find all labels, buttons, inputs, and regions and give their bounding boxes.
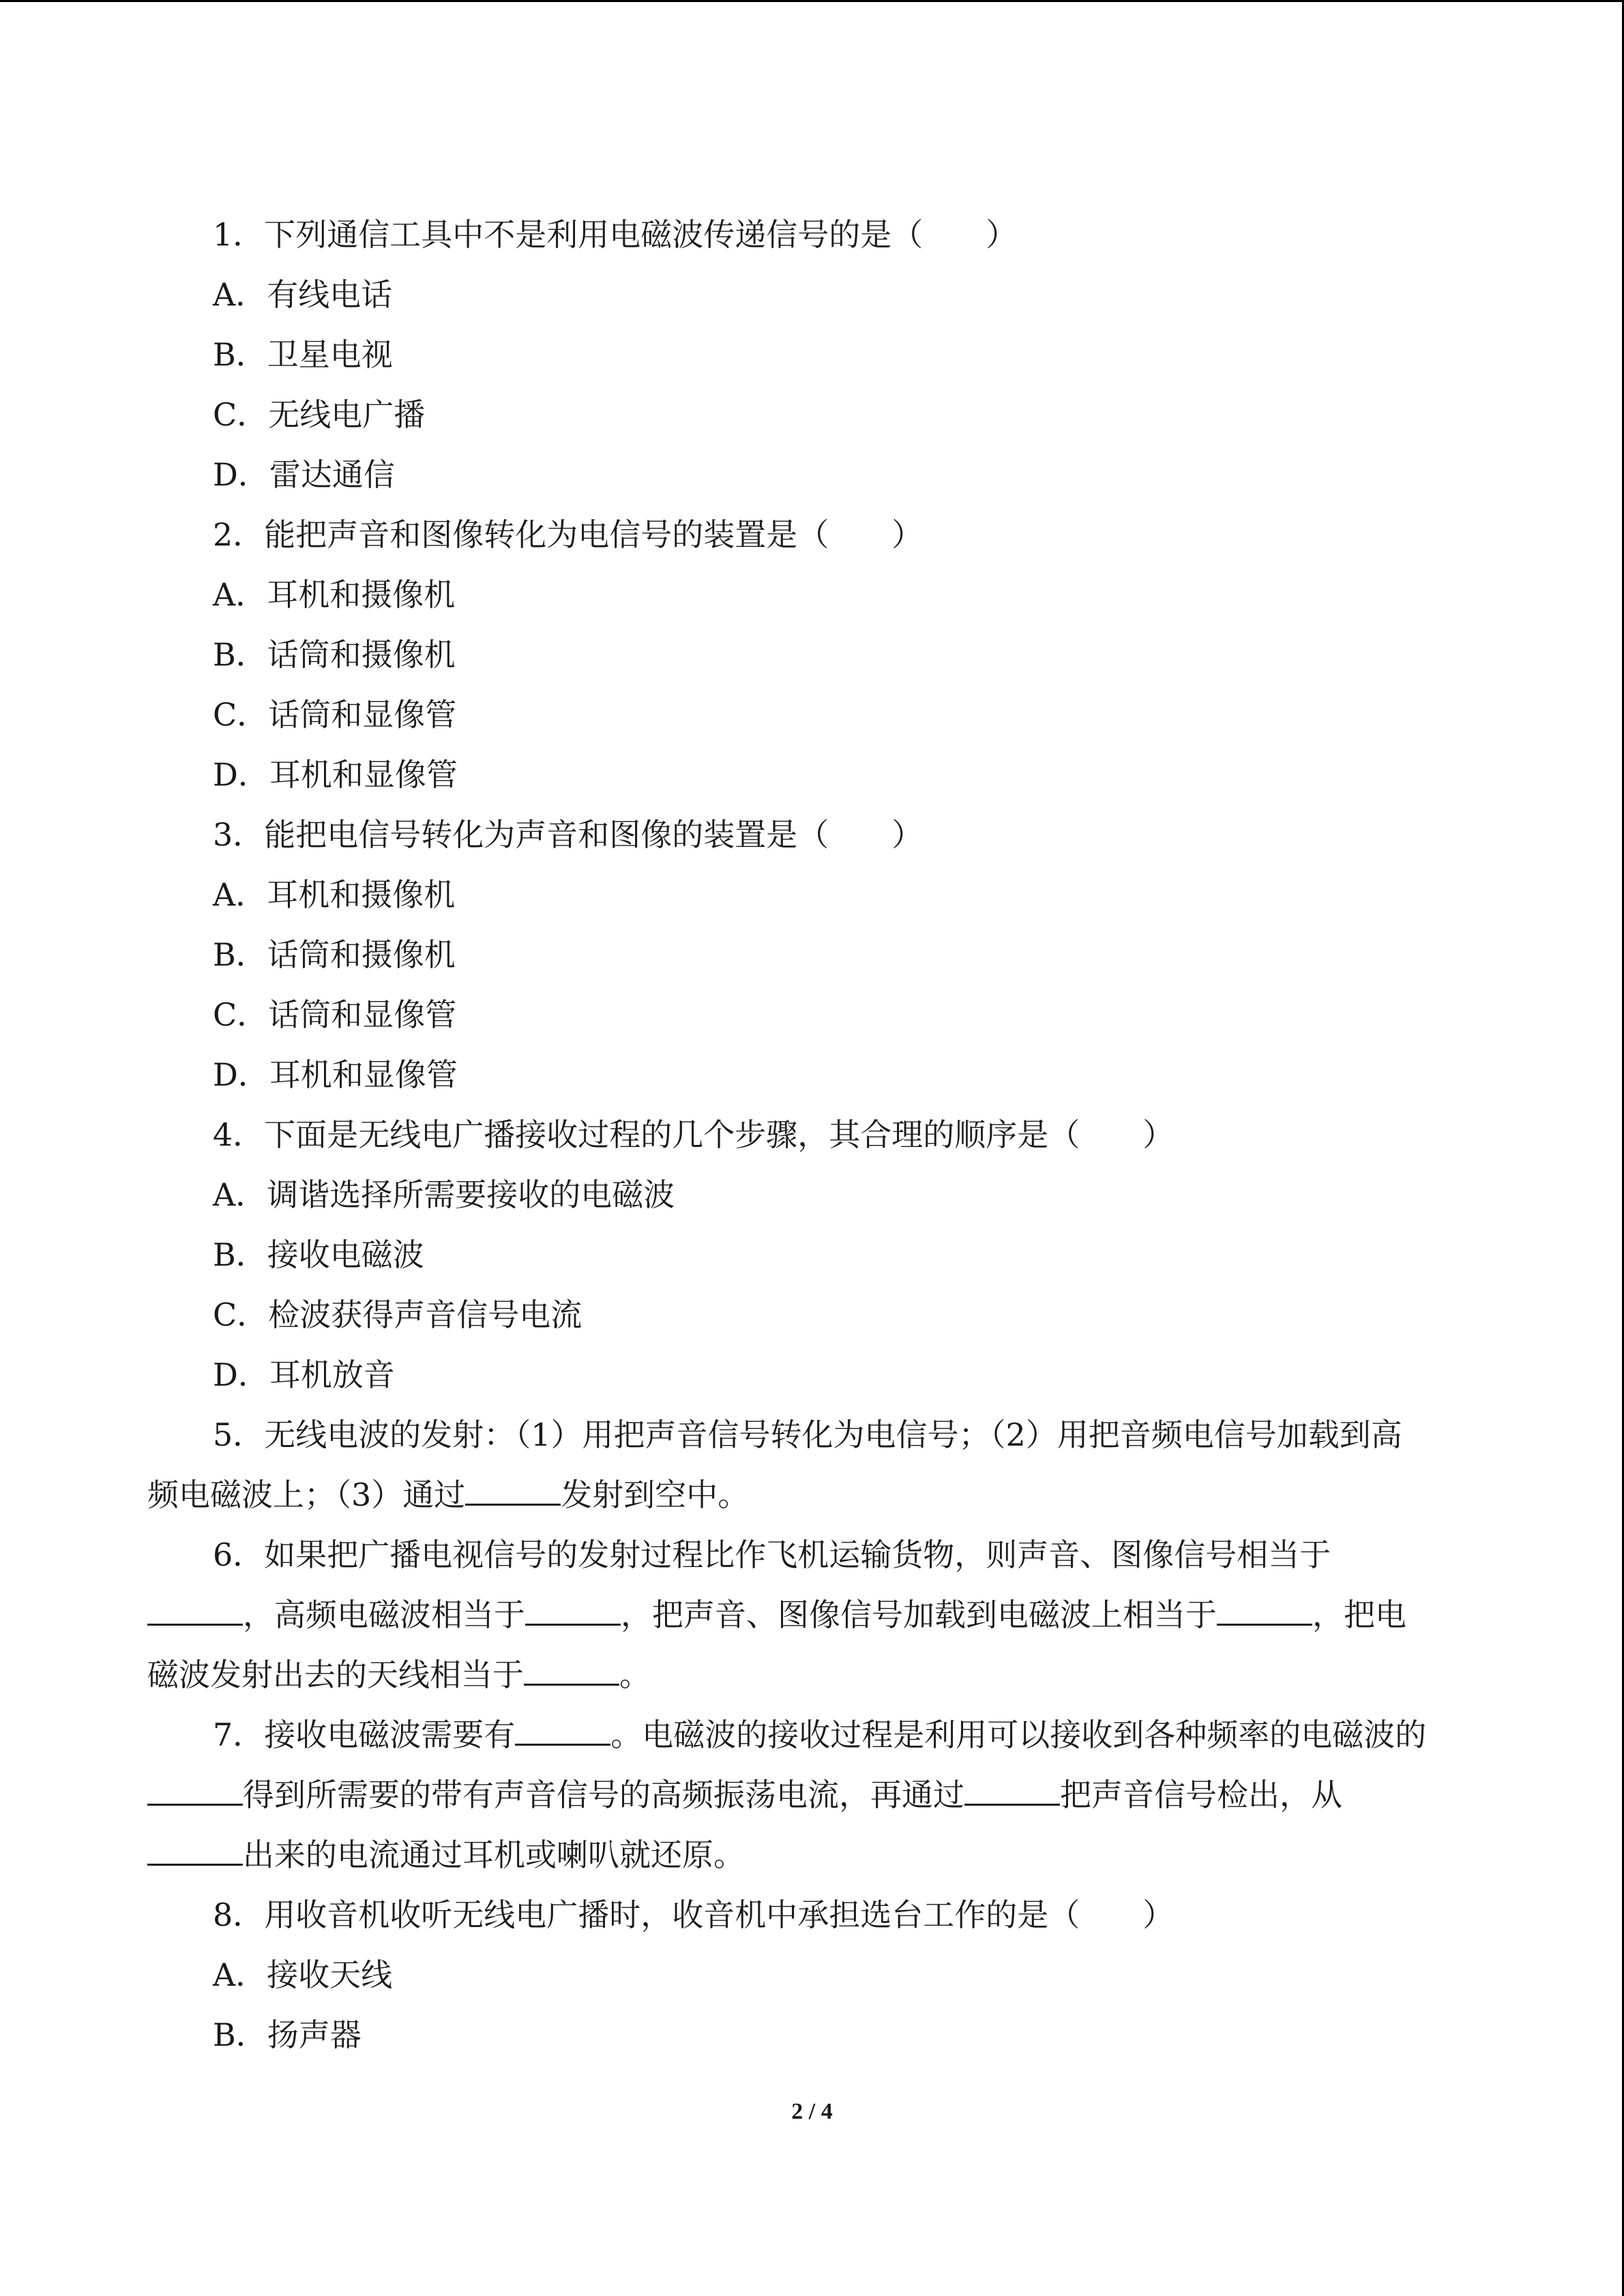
question-4-option-d: D．耳机放音 — [213, 1356, 395, 1393]
fill-blank — [964, 1776, 1060, 1806]
question-7-text-e: 出来的电流通过耳机或喇叭就还原。 — [243, 1836, 745, 1873]
question-7-line-3 — [147, 1825, 1477, 1885]
question-6-text-c: ，把电 — [1312, 1596, 1406, 1633]
question-1-stem: 1．下列通信工具中不是利用电磁波传递信号的是（ ） — [213, 216, 1018, 253]
question-6-line-2 — [147, 1585, 1477, 1645]
question-1-option-a: A．有线电话 — [213, 276, 393, 313]
question-6-text-d: 磁波发射出去的天线相当于 — [147, 1656, 524, 1693]
fill-blank — [524, 1656, 619, 1686]
question-3-option-c: C．话筒和显像管 — [213, 996, 457, 1033]
page-number: 2 / 4 — [791, 2099, 833, 2124]
question-7-text-c: 得到所需要的带有声音信号的高频振荡电流，再通过 — [243, 1776, 964, 1813]
question-7-line-1 — [147, 1705, 1477, 1765]
question-5-line-2 — [147, 1465, 1477, 1525]
question-1-option-b: B．卫星电视 — [213, 336, 393, 373]
question-8-option-a: A．接收天线 — [213, 1956, 393, 1993]
question-2-option-c: C．话筒和显像管 — [213, 696, 457, 733]
question-1-option-d: D．雷达通信 — [213, 456, 395, 493]
question-7-text-a: 7．接收电磁波需要有 — [213, 1716, 516, 1753]
question-2-option-b: B．话筒和摄像机 — [213, 636, 456, 673]
question-6-text-e: 。 — [619, 1656, 651, 1693]
question-5-text-a: 频电磁波上；（3）通过 — [147, 1476, 466, 1513]
question-5-text-b: 发射到空中。 — [561, 1476, 750, 1513]
question-3-stem: 3．能把电信号转化为声音和图像的装置是（ ） — [213, 816, 924, 853]
question-4-option-c: C．检波获得声音信号电流 — [213, 1296, 582, 1333]
question-6-line-1: 6．如果把广播电视信号的发射过程比作飞机运输货物，则声音、图像信号相当于 — [213, 1536, 1331, 1573]
question-7-text-b: 。电磁波的接收过程是利用可以接收到各种频率的电磁波的 — [610, 1716, 1427, 1753]
question-3-option-d: D．耳机和显像管 — [213, 1056, 458, 1093]
question-8-stem: 8．用收音机收听无线电广播时，收音机中承担选台工作的是（ ） — [213, 1896, 1175, 1933]
question-2-stem: 2．能把声音和图像转化为电信号的装置是（ ） — [213, 516, 924, 553]
question-6-text-b: ，把声音、图像信号加载到电磁波上相当于 — [621, 1596, 1217, 1633]
question-7-line-2 — [147, 1765, 1477, 1825]
question-2-option-a: A．耳机和摄像机 — [213, 576, 456, 613]
question-2-option-d: D．耳机和显像管 — [213, 756, 458, 793]
question-5-line-1: 5．无线电波的发射：（1）用把声音信号转化为电信号；（2）用把音频电信号加载到高 — [213, 1416, 1402, 1453]
page-border-top — [0, 0, 1624, 2]
question-3-option-b: B．话筒和摄像机 — [213, 936, 456, 973]
fill-blank — [515, 1716, 610, 1746]
question-4-option-b: B．接收电磁波 — [213, 1236, 424, 1273]
fill-blank — [525, 1596, 621, 1626]
fill-blank — [465, 1476, 561, 1506]
question-3-option-a: A．耳机和摄像机 — [213, 876, 456, 913]
question-4-option-a: A．调谐选择所需要接收的电磁波 — [213, 1176, 675, 1213]
fill-blank — [1217, 1596, 1312, 1626]
question-6-line-3 — [147, 1645, 1477, 1705]
fill-blank — [147, 1776, 243, 1806]
question-7-text-d: 把声音信号检出，从 — [1060, 1776, 1342, 1813]
fill-blank — [147, 1596, 243, 1626]
question-8-option-b: B．扬声器 — [213, 2016, 361, 2053]
question-1-option-c: C．无线电广播 — [213, 396, 426, 433]
document-body — [147, 205, 1477, 2065]
question-4-stem: 4．下面是无线电广播接收过程的几个步骤，其合理的顺序是（ ） — [213, 1116, 1175, 1153]
question-6-text-a: ，高频电磁波相当于 — [243, 1596, 525, 1633]
fill-blank — [147, 1836, 243, 1866]
